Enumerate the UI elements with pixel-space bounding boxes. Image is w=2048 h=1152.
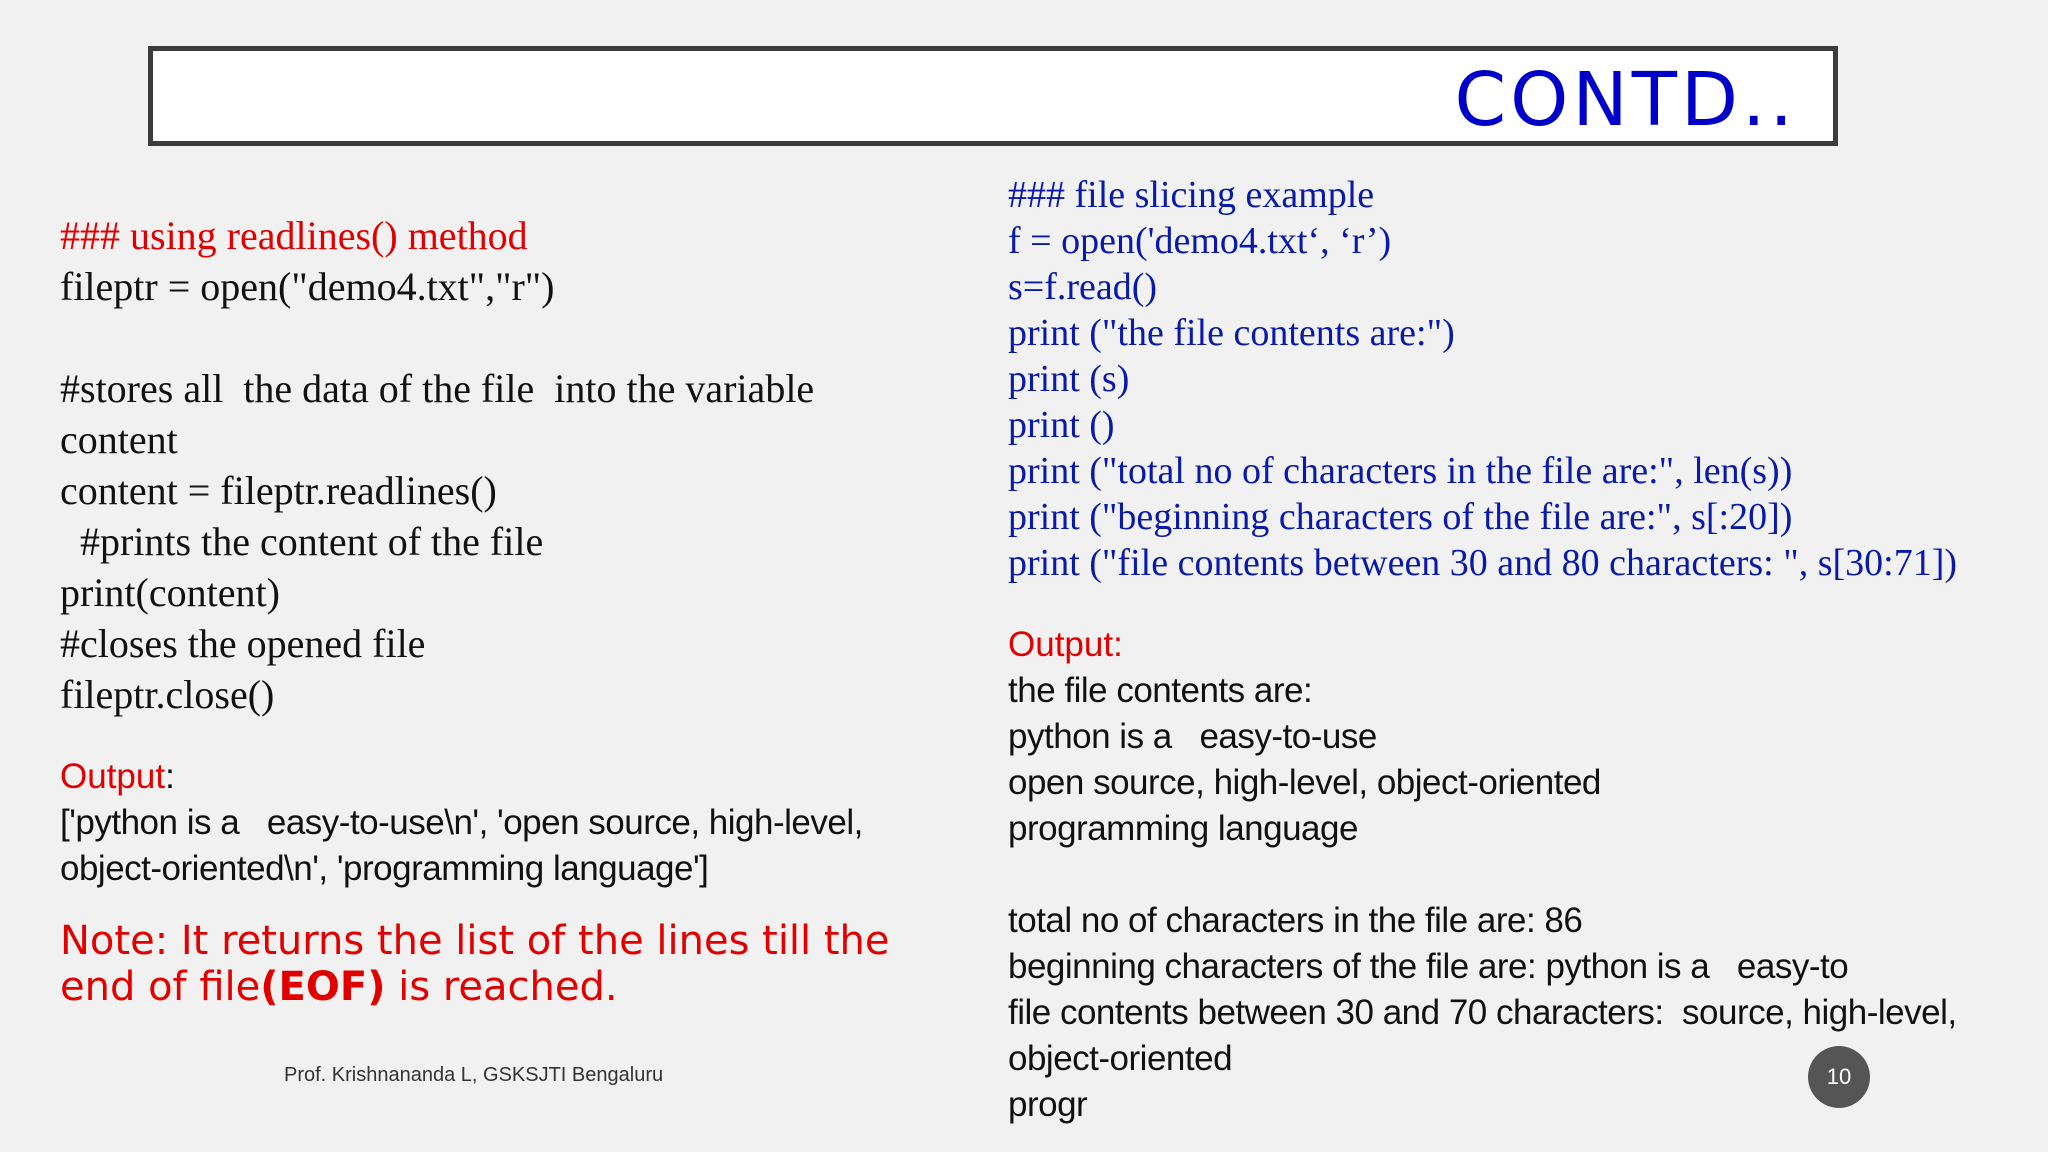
left-code-line: fileptr.close()	[60, 672, 275, 717]
right-code-line: print ()	[1008, 404, 1115, 446]
right-output-line: file contents between 30 and 70 characters: source, high-level,	[1008, 993, 1957, 1032]
note-eof: (EOF)	[260, 964, 386, 1010]
right-output-line: programming language	[1008, 809, 1358, 848]
left-code-line: #closes the opened file	[60, 621, 426, 666]
left-code-block	[60, 261, 960, 720]
left-code-line: #prints the content of the file	[60, 519, 544, 564]
right-output-line: python is a easy-to-use	[1008, 717, 1377, 756]
left-output-colon: :	[165, 757, 175, 796]
right-code-line: f = open('demo4.txt‘, ‘r’)	[1008, 220, 1392, 262]
right-code-line: s=f.read()	[1008, 266, 1158, 308]
right-output-label: Output:	[1008, 625, 1123, 664]
left-code-blank-line	[60, 312, 960, 363]
left-output-heading	[60, 754, 960, 800]
right-output-line: beginning characters of the file are: python is a easy-to	[1008, 947, 1849, 986]
page-number: 10	[1826, 1064, 1852, 1089]
left-code-line: content	[60, 417, 178, 462]
right-output-line: total no of characters in the file are: 86	[1008, 901, 1583, 940]
right-code-heading: ### file slicing example	[1008, 174, 1375, 216]
right-output-line: object-oriented	[1008, 1039, 1233, 1078]
note-part1: Note: It returns the list of the lines till the end of file	[60, 918, 890, 1010]
page-number-badge	[1808, 1046, 1870, 1108]
right-code-line: print ("beginning characters of the file are:", s[:20])	[1008, 496, 1793, 538]
right-output-line: open source, high-level, object-oriented	[1008, 763, 1601, 802]
left-code-heading: ### using readlines() method	[60, 213, 528, 258]
title-box	[148, 46, 1838, 146]
right-output-line: progr	[1008, 1085, 1088, 1124]
right-output-block	[1008, 668, 2028, 1128]
slide-footer: Prof. Krishnananda L, GSKSJTI Bengaluru	[284, 1064, 664, 1086]
note-part2: is reached.	[385, 964, 618, 1010]
right-code-line: print (s)	[1008, 358, 1130, 400]
left-output-label: Output	[60, 757, 166, 796]
left-code-line: content = fileptr.readlines()	[60, 468, 497, 513]
left-output-line: ['python is a easy-to-use\n', 'open source, high-level,	[60, 803, 863, 842]
right-code-line: print ("file contents between 30 and 80 characters: ", s[30:71])	[1008, 542, 1958, 584]
left-output-line: object-oriented\n', 'programming language']	[60, 849, 709, 888]
left-code-line: print(content)	[60, 570, 280, 615]
right-column	[1008, 172, 2028, 1128]
right-code-block	[1008, 218, 2028, 586]
right-code-line: print ("total no of characters in the file are:", len(s))	[1008, 450, 1793, 492]
right-output-blank-line	[1008, 852, 2028, 898]
left-column	[60, 210, 960, 1010]
left-code-line: fileptr = open("demo4.txt","r")	[60, 264, 555, 309]
right-output-line: the file contents are:	[1008, 671, 1313, 710]
right-code-line: print ("the file contents are:")	[1008, 312, 1455, 354]
slide-title: CONTD..	[1454, 57, 1797, 143]
left-code-line: #stores all the data of the file into the variable	[60, 366, 815, 411]
note-text	[60, 918, 960, 1010]
